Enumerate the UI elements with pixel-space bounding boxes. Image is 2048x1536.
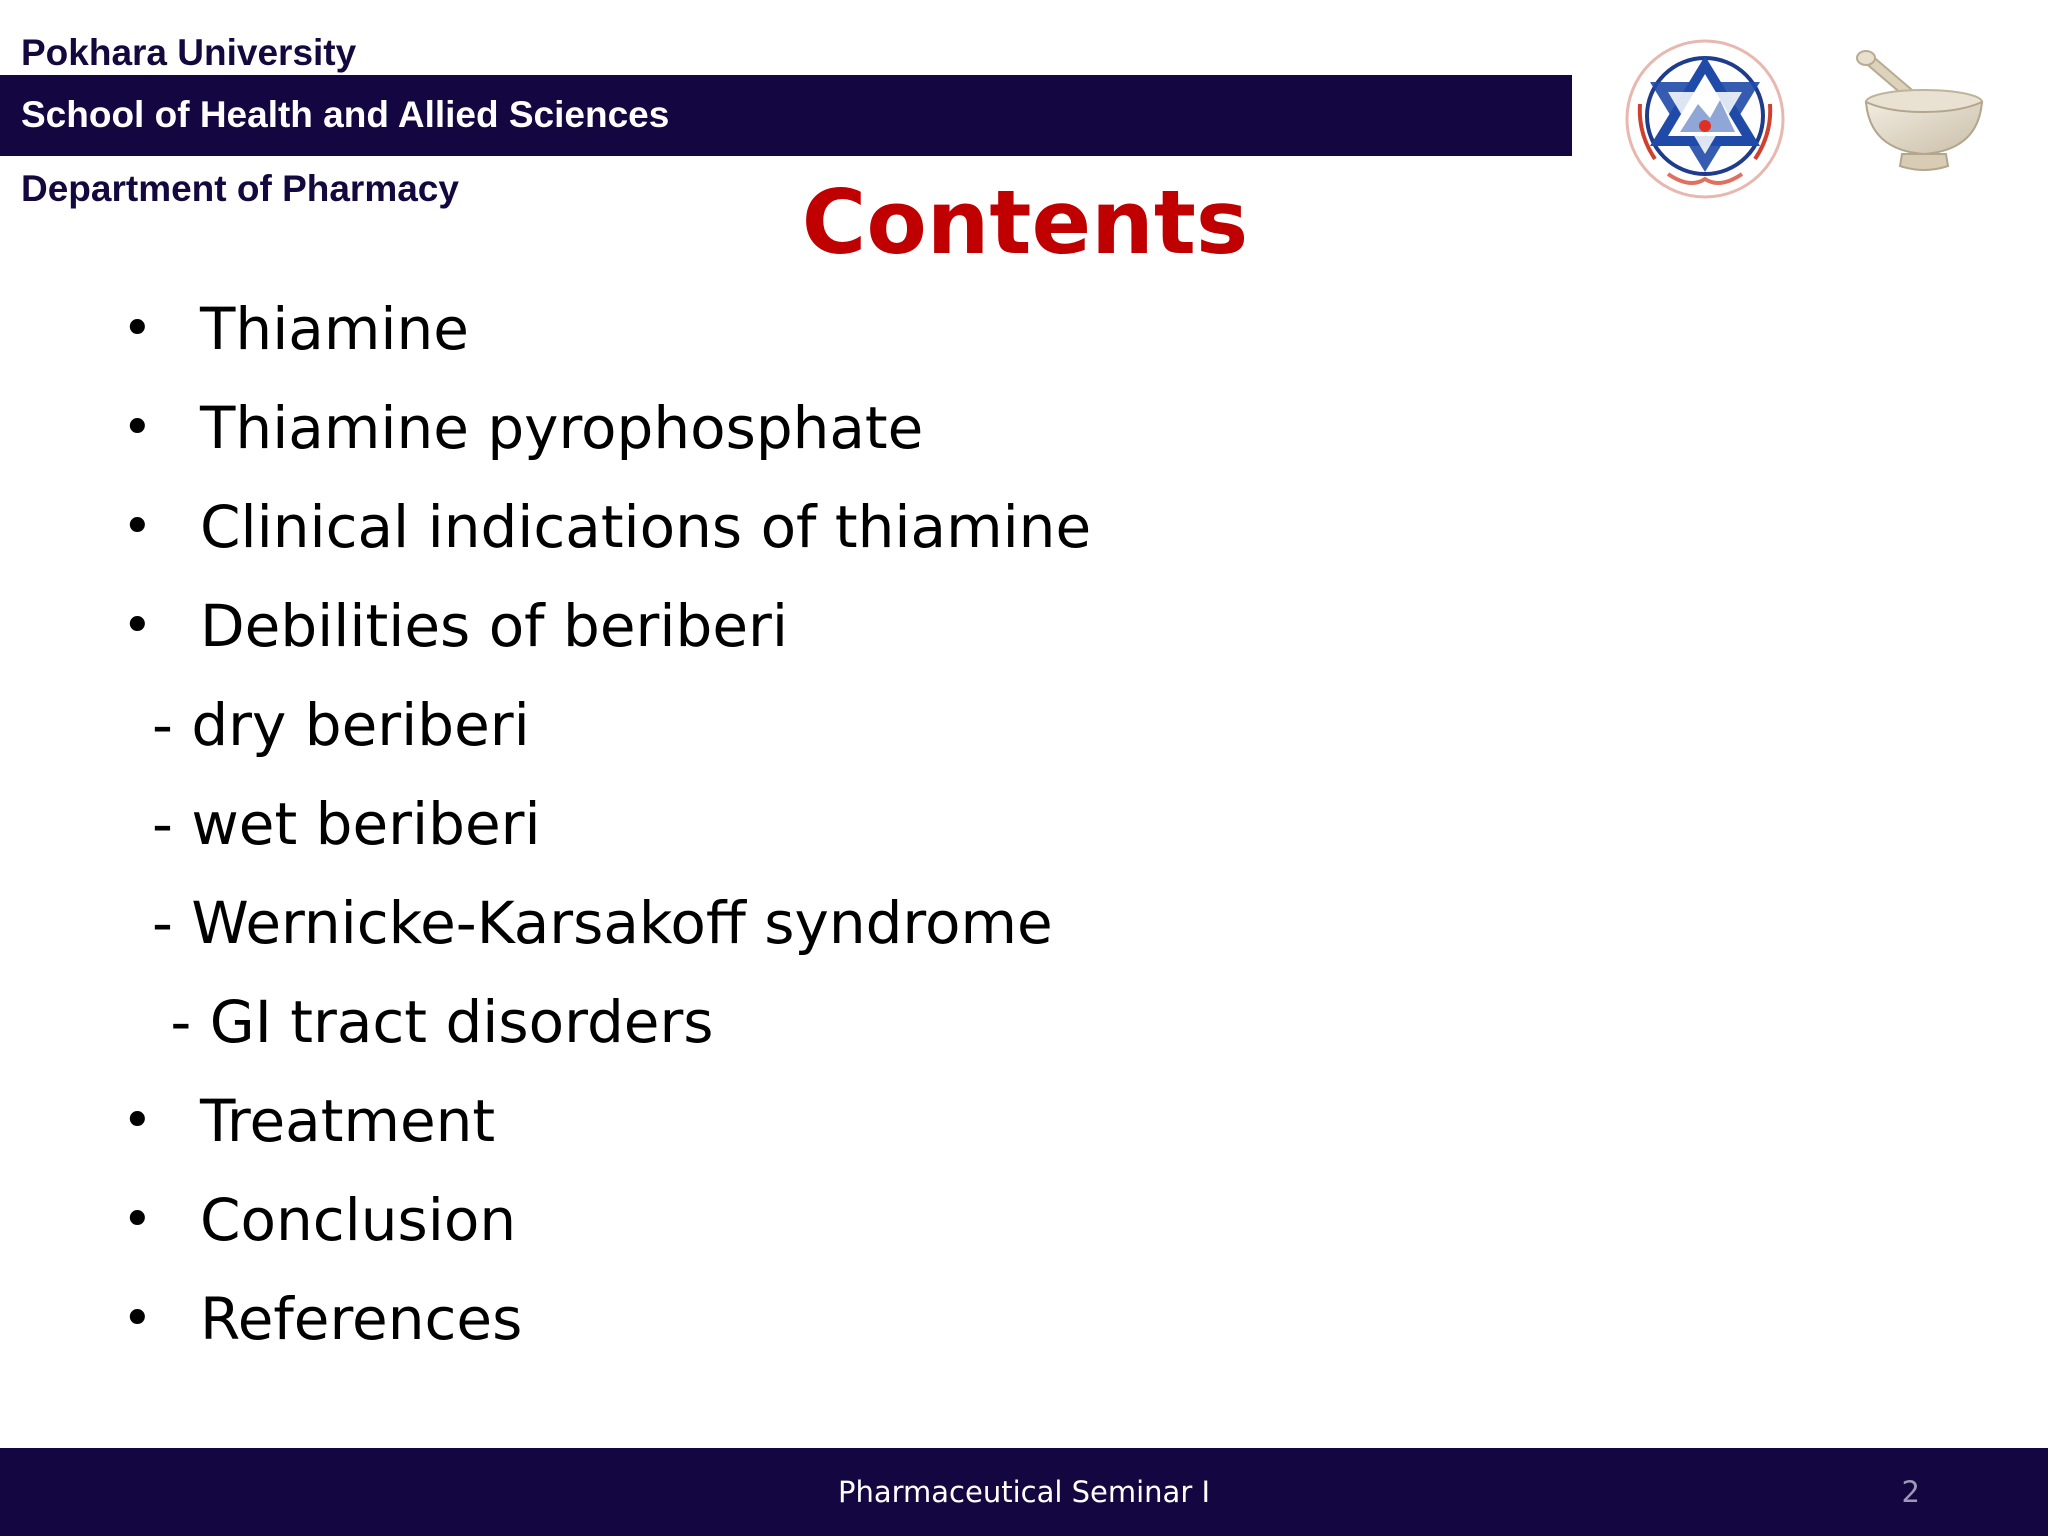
pokhara-university-seal-icon — [1620, 34, 1790, 204]
list-item-text: References — [200, 1285, 523, 1353]
bullet-marker: • — [122, 1091, 153, 1151]
list-item-text: Thiamine — [200, 295, 469, 363]
list-item — [0, 280, 1500, 379]
list-item — [0, 379, 1500, 478]
sub-list-item-text: - dry beriberi — [152, 691, 530, 759]
list-item-text: Clinical indications of thiamine — [200, 493, 1092, 561]
sub-list-item-text: - wet beriberi — [152, 790, 541, 858]
list-item — [0, 1270, 1500, 1369]
list-item — [0, 577, 1500, 676]
sub-list-item-text: - Wernicke-Karsakoff syndrome — [152, 889, 1053, 957]
list-item — [0, 478, 1500, 577]
list-item — [0, 1171, 1500, 1270]
university-name: Pokhara University — [21, 32, 357, 73]
contents-list — [0, 280, 1500, 1360]
list-item — [0, 1072, 1500, 1171]
sub-list-item — [152, 676, 530, 775]
list-item-text: Conclusion — [200, 1186, 517, 1254]
list-item-text: Treatment — [200, 1087, 496, 1155]
department-name: Department of Pharmacy — [21, 168, 459, 209]
list-item-text: Debilities of beriberi — [200, 592, 788, 660]
sub-list-item-text: - GI tract disorders — [152, 988, 714, 1056]
bullet-marker: • — [122, 596, 153, 656]
mortar-and-pestle-icon — [1840, 50, 2000, 180]
list-item-text: Thiamine pyrophosphate — [200, 394, 924, 462]
sub-list-item — [152, 775, 541, 874]
slide-title: Contents — [801, 171, 1249, 274]
school-name: School of Health and Allied Sciences — [21, 94, 670, 135]
school-banner — [0, 75, 1572, 156]
page-number: 2 — [1901, 1475, 1920, 1509]
bullet-marker: • — [122, 398, 153, 458]
bullet-marker: • — [122, 1190, 153, 1250]
sub-list-item — [152, 973, 714, 1072]
bullet-marker: • — [122, 299, 153, 359]
footer-title: Pharmaceutical Seminar I — [837, 1475, 1211, 1509]
bullet-marker: • — [122, 497, 153, 557]
sub-list-item — [152, 874, 1053, 973]
footer-bar — [0, 1448, 2048, 1536]
bullet-marker: • — [122, 1289, 153, 1349]
